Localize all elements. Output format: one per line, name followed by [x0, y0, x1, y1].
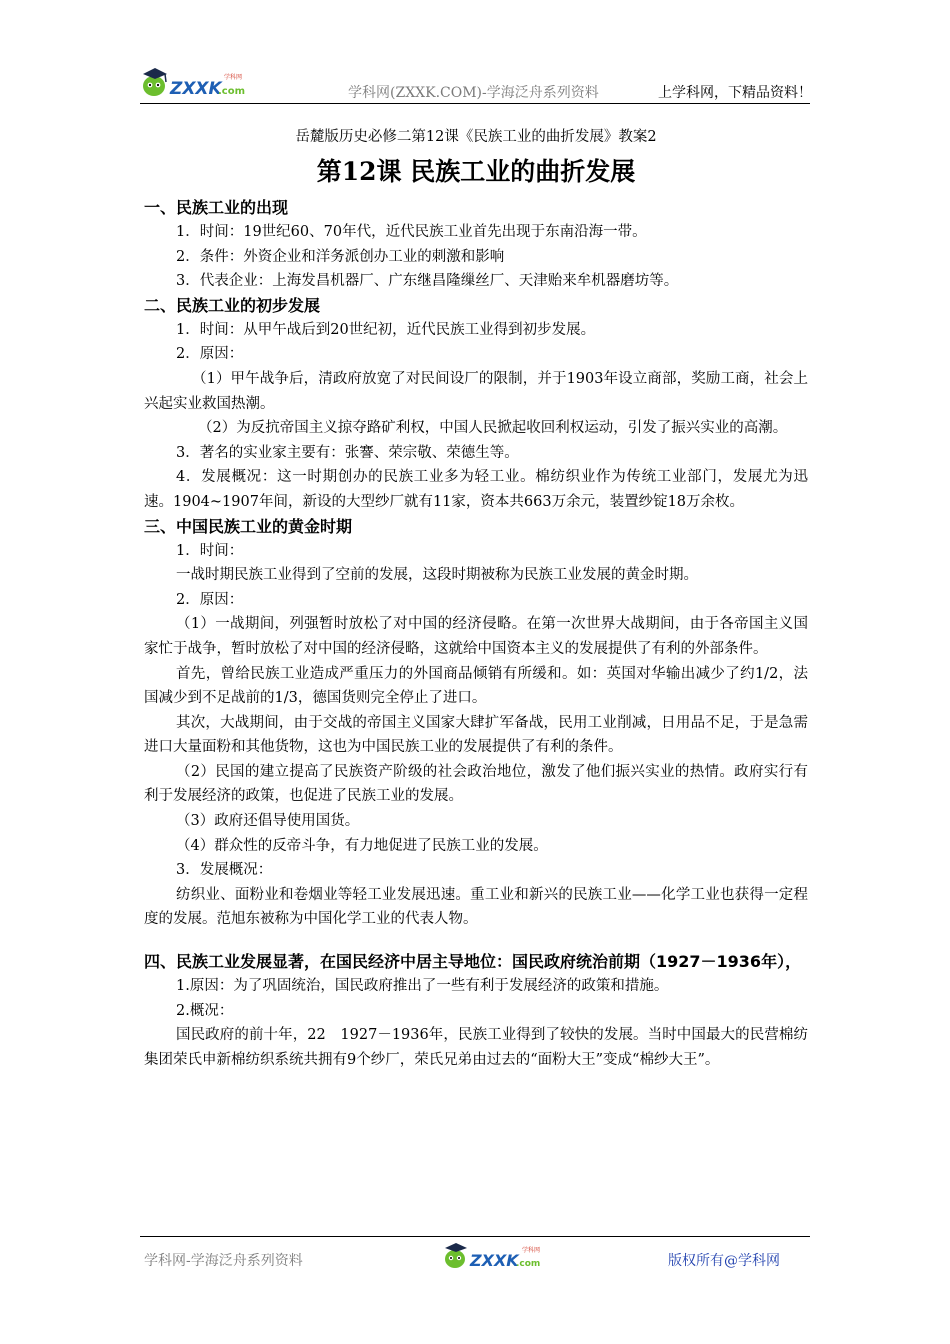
zxxk-logo	[140, 62, 252, 102]
svg-text:学科网: 学科网	[522, 1247, 541, 1254]
paragraph: （1）一战期间，列强暂时放松了对中国的经济侵略。在第一次世界大战期间，由于各帝国主义国家忙于战争，暂时放松了对中国的经济侵略，这就给中国资本主义的发展提供了有利的外部条件。	[144, 616, 808, 657]
header-slogan: 上学科网，下精品资料！	[658, 85, 812, 101]
section-1-heading: 一、民族工业的出现	[144, 198, 289, 217]
section-2-heading: 二、民族工业的初步发展	[144, 295, 321, 315]
paragraph: 3．著名的实业家主要有：张謇、荣宗敬、荣德生等。	[176, 444, 519, 461]
paragraph: （2）为反抗帝国主义掠夺路矿利权，中国人民掀起收回利权运动，引发了振兴实业的高潮。	[198, 420, 788, 437]
paragraph: 3．代表企业：上海发昌机器厂、广东继昌隆缫丝厂、天津贻来牟机器磨坊等。	[176, 273, 679, 290]
paragraph: 纺织业、面粉业和卷烟业等轻工业发展迅速。重工业和新兴的民族工业——化学工业也获得一定程度的发展。范旭东被称为中国化学工业的代表人物。	[144, 886, 808, 928]
svg-text:ZXXK: ZXXK	[470, 1251, 519, 1270]
footer-series-label: 学科网-学海泛舟系列资料	[144, 1253, 303, 1269]
paragraph: 2．条件：外资企业和洋务派创办工业的刺激和影响	[176, 248, 505, 265]
paragraph: 1．时间：从甲午战后到20世纪初，近代民族工业得到初步发展。	[176, 321, 596, 338]
document-title: 第12课 民族工业的曲折发展	[316, 157, 636, 186]
paragraph: （1）甲午战争后，清政府放宽了对民间设厂的限制，并于1903年设立商部，奖励工商，社会上兴起实业救国热潮。	[144, 370, 808, 412]
paragraph: 2．原因：	[176, 591, 244, 608]
paragraph: 其次，大战期间，由于交战的帝国主义国家大肆扩军备战，民用工业削减，日用品不足，于是急需进口大量面粉和其他货物，这也为中国民族工业的发展提供了有利的条件。	[144, 714, 808, 756]
svg-text:.com: .com	[516, 1259, 541, 1269]
paragraph: 1.原因：为了巩固统治，国民政府推出了一些有利于发展经济的政策和措施。	[176, 978, 669, 995]
paragraph: （2）民国的建立提高了民族资产阶级的社会政治地位，激发了他们振兴实业的热情。政府实行有利于发展经济的政策，也促进了民族工业的发展。	[144, 763, 808, 805]
paragraph: 1．时间：	[176, 542, 244, 559]
document-body	[144, 124, 808, 1072]
footer-divider	[140, 1236, 810, 1237]
page-header	[140, 62, 812, 104]
paragraph: 首先，曾给民族工业造成严重压力的外国商品倾销有所缓和。如：英国对华输出减少了约1/2，法国减少到不足战前的1/3，德国货则完全停止了进口。	[144, 665, 808, 707]
header-divider	[140, 103, 810, 104]
svg-text:ZXXK: ZXXK	[170, 79, 222, 99]
svg-text:.com: .com	[218, 86, 246, 97]
svg-text:学科网: 学科网	[224, 74, 243, 81]
paragraph: （4）群众性的反帝斗争，有力地促进了民族工业的发展。	[176, 837, 548, 854]
section-3-heading: 三、中国民族工业的黄金时期	[144, 516, 353, 536]
paragraph: （3）政府还倡导使用国货。	[176, 813, 360, 830]
zxxk-footer-logo	[442, 1238, 548, 1272]
section-4-heading: 四、民族工业发展显著，在国民经济中居主导地位：国民政府统治前期（1927－1936年），	[144, 952, 802, 972]
paragraph: 2．原因：	[176, 346, 244, 363]
paragraph: 3．发展概况：	[176, 862, 273, 879]
paragraph: 2.概况：	[176, 1002, 234, 1019]
paragraph: 1．时间：19世纪60、70年代，近代民族工业首先出现于东南沿海一带。	[176, 224, 647, 240]
paragraph: 国民政府的前十年，22 1927－1936年，民族工业得到了较快的发展。当时中国最大的民营棉纺集团荣氏申新棉纺织系统共拥有9个纱厂，荣氏兄弟由过去的“面粉大王”变成“棉纱大王”。	[144, 1027, 808, 1068]
paragraph: 一战时期民族工业得到了空前的发展，这段时期被称为民族工业发展的黄金时期。	[176, 567, 698, 584]
document-subtitle: 岳麓版历史必修二第12课《民族工业的曲折发展》教案2	[295, 129, 657, 145]
footer-copyright-link[interactable]: 版权所有@学科网	[668, 1253, 780, 1269]
header-site-title: 学科网(ZXXK.COM)-学海泛舟系列资料	[348, 85, 599, 101]
section-spacer	[144, 932, 808, 950]
paragraph: 4．发展概况：这一时期创办的民族工业多为轻工业。棉纺织业作为传统工业部门，发展尤为迅速。1904~1907年间，新设的大型纱厂就有11家，资本共663万余元，装置纱锭18万余枚。	[144, 469, 808, 510]
